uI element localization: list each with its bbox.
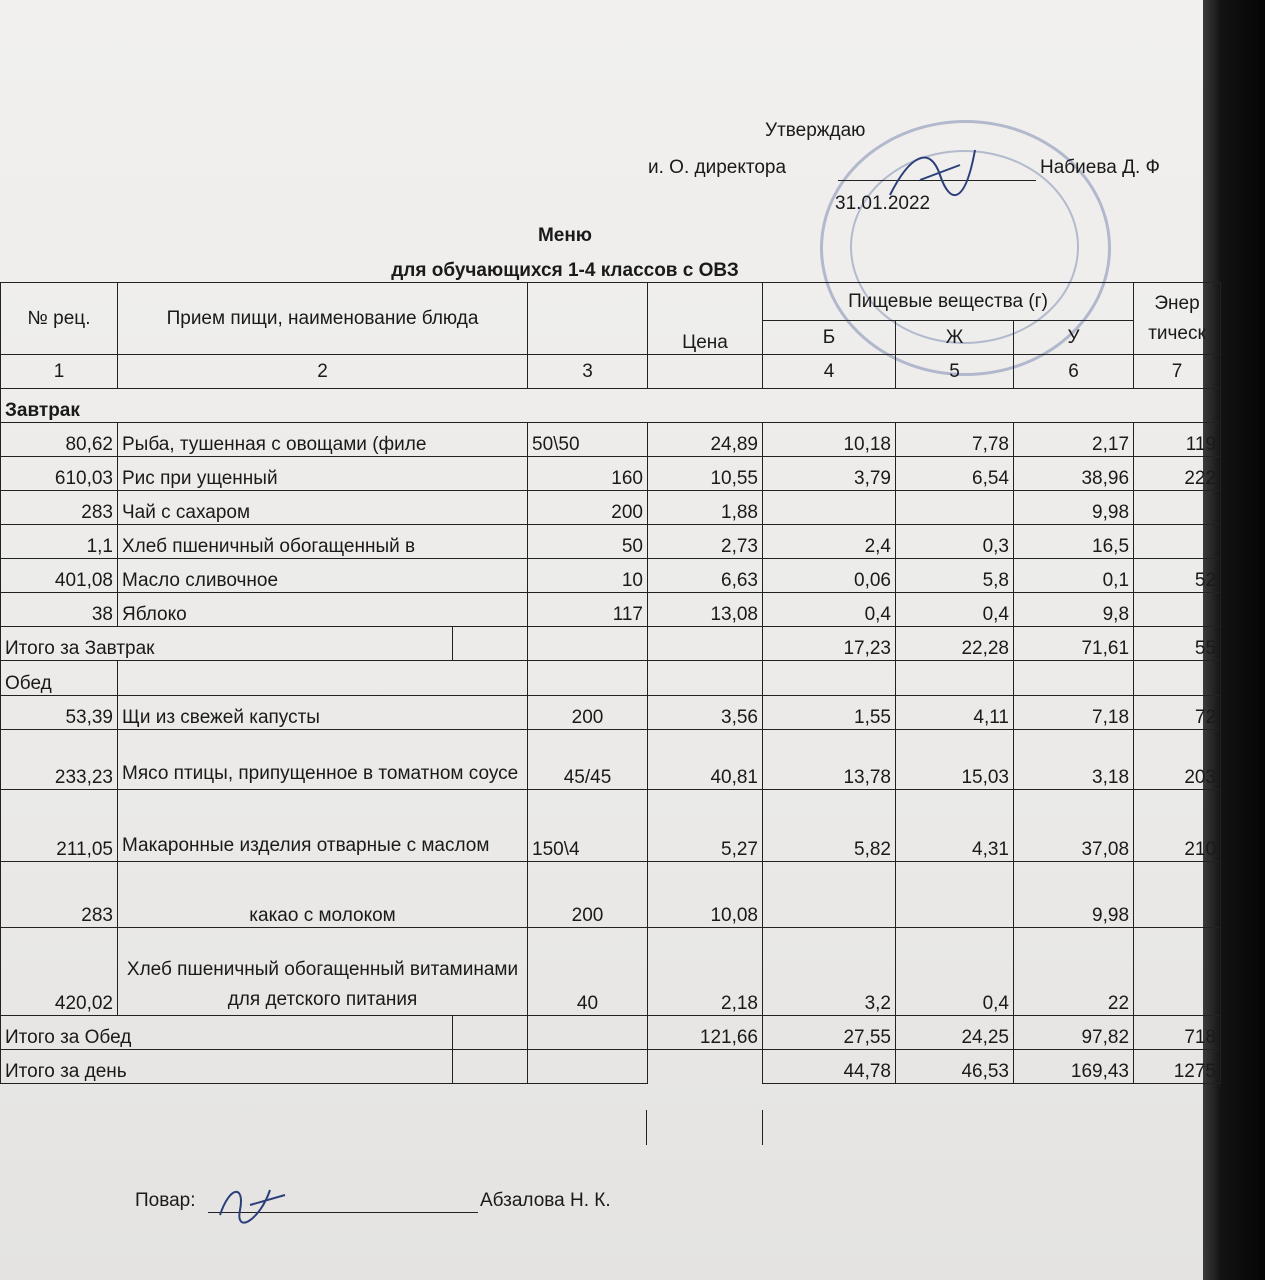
cell-b <box>763 491 896 525</box>
cell-recipe: 38 <box>1 593 118 627</box>
lunch-total-b: 27,55 <box>763 1016 896 1050</box>
colnum-5: 5 <box>896 355 1014 389</box>
cook-label: Повар: <box>135 1190 196 1211</box>
table-row <box>1 790 1221 862</box>
cell-u: 3,18 <box>1014 730 1134 790</box>
colnum-7: 7 <box>1134 355 1221 389</box>
cell-energy: 119 <box>1134 423 1221 457</box>
cell-recipe: 211,05 <box>1 790 118 862</box>
colnum-1: 1 <box>1 355 118 389</box>
cell-empty <box>453 627 528 661</box>
cell-recipe: 53,39 <box>1 696 118 730</box>
colnum-6: 6 <box>1014 355 1134 389</box>
cell-weight: 50\50 <box>528 423 648 457</box>
cell-empty <box>1134 661 1221 696</box>
cell-zh: 0,3 <box>896 525 1014 559</box>
lunch-total-u: 97,82 <box>1014 1016 1134 1050</box>
cell-dish: Мясо птицы, припущенное в томатном соусе <box>118 730 528 790</box>
cell-empty <box>648 661 763 696</box>
cell-u: 16,5 <box>1014 525 1134 559</box>
cell-zh: 5,8 <box>896 559 1014 593</box>
cell-price: 1,88 <box>648 491 763 525</box>
cell-dish: Щи из свежей капусты <box>118 696 528 730</box>
section-breakfast: Завтрак <box>1 389 1221 423</box>
breakfast-total-zh: 22,28 <box>896 627 1014 661</box>
cell-zh <box>896 862 1014 928</box>
page-title: Меню <box>537 225 593 246</box>
menu-table <box>0 282 1221 1084</box>
colnum-2: 2 <box>118 355 528 389</box>
header-recipe: № рец. <box>1 283 118 355</box>
cell-weight: 10 <box>528 559 648 593</box>
day-total-row <box>1 1050 1221 1084</box>
cell-weight: 50 <box>528 525 648 559</box>
page-subtitle: для обучающихся 1-4 классов с ОВЗ <box>391 260 739 281</box>
cell-dish: Яблоко <box>118 593 528 627</box>
cell-u: 9,98 <box>1014 862 1134 928</box>
cell-dish: Макаронные изделия отварные с маслом <box>118 790 528 862</box>
header-dish: Прием пищи, наименование блюда <box>118 283 528 355</box>
table-line <box>646 1110 647 1145</box>
cell-u: 38,96 <box>1014 457 1134 491</box>
cook-signature <box>215 1180 295 1225</box>
cell-recipe: 610,03 <box>1 457 118 491</box>
cell-u: 7,18 <box>1014 696 1134 730</box>
cell-b: 5,82 <box>763 790 896 862</box>
day-total-u: 169,43 <box>1014 1050 1134 1084</box>
cell-price: 24,89 <box>648 423 763 457</box>
cell-u: 0,1 <box>1014 559 1134 593</box>
table-row <box>1 928 1221 1016</box>
cell-energy <box>1134 491 1221 525</box>
cell-b: 2,4 <box>763 525 896 559</box>
table-row <box>1 423 1221 457</box>
table-row <box>1 593 1221 627</box>
cell-price: 13,08 <box>648 593 763 627</box>
cook-name: Абзалова Н. К. <box>480 1190 611 1211</box>
cell-empty <box>763 661 896 696</box>
breakfast-total-b: 17,23 <box>763 627 896 661</box>
cell-recipe: 233,23 <box>1 730 118 790</box>
cell-recipe: 420,02 <box>1 928 118 1016</box>
cell-energy: 222 <box>1134 457 1221 491</box>
cell-dish: Масло сливочное <box>118 559 528 593</box>
cell-zh: 0,4 <box>896 593 1014 627</box>
table-row <box>1 559 1221 593</box>
cell-dish: Хлеб пшеничный обогащенный в <box>118 525 528 559</box>
cell-weight: 117 <box>528 593 648 627</box>
table-row <box>1 491 1221 525</box>
lunch-total-price: 121,66 <box>648 1016 763 1050</box>
cell-weight: 200 <box>528 491 648 525</box>
cell-b: 1,55 <box>763 696 896 730</box>
breakfast-total-u: 71,61 <box>1014 627 1134 661</box>
cell-energy <box>1134 928 1221 1016</box>
cell-price: 10,08 <box>648 862 763 928</box>
cell-zh: 4,31 <box>896 790 1014 862</box>
cell-weight: 45/45 <box>528 730 648 790</box>
cell-recipe: 401,08 <box>1 559 118 593</box>
cell-b: 3,79 <box>763 457 896 491</box>
approver-name: Набиева Д. Ф <box>1040 157 1160 178</box>
cell-empty <box>896 661 1014 696</box>
cell-recipe: 283 <box>1 491 118 525</box>
cell-dish: Рыба, тушенная с овощами (филе <box>118 423 528 457</box>
table-row <box>1 525 1221 559</box>
day-total-label: Итого за день <box>1 1050 453 1084</box>
cell-b: 10,18 <box>763 423 896 457</box>
approve-label: Утверждаю <box>765 120 866 141</box>
cell-energy <box>1134 525 1221 559</box>
cell-recipe: 80,62 <box>1 423 118 457</box>
cell-empty <box>1014 661 1134 696</box>
header-u: У <box>1014 321 1134 355</box>
cell-energy: 52 <box>1134 559 1221 593</box>
cell-zh: 6,54 <box>896 457 1014 491</box>
day-total-b: 44,78 <box>763 1050 896 1084</box>
header-b: Б <box>763 321 896 355</box>
cell-weight: 150\4 <box>528 790 648 862</box>
lunch-total-row <box>1 1016 1221 1050</box>
cell-u: 2,17 <box>1014 423 1134 457</box>
cell-u: 37,08 <box>1014 790 1134 862</box>
lunch-total-label: Итого за Обед <box>1 1016 453 1050</box>
cell-price: 3,56 <box>648 696 763 730</box>
header-nutrients: Пищевые вещества (г) <box>763 283 1134 321</box>
table-row <box>1 696 1221 730</box>
cell-dish: Чай с сахаром <box>118 491 528 525</box>
cell-weight: 160 <box>528 457 648 491</box>
table-row <box>1 457 1221 491</box>
cell-empty <box>528 627 648 661</box>
cell-b <box>763 862 896 928</box>
cell-empty <box>648 1050 763 1084</box>
cell-empty <box>528 1016 648 1050</box>
cell-energy <box>1134 593 1221 627</box>
cell-energy: 203 <box>1134 730 1221 790</box>
cell-u: 9,98 <box>1014 491 1134 525</box>
breakfast-total-energy: 55 <box>1134 627 1221 661</box>
cell-energy <box>1134 862 1221 928</box>
cell-zh: 4,11 <box>896 696 1014 730</box>
cell-empty <box>528 661 648 696</box>
day-total-zh: 46,53 <box>896 1050 1014 1084</box>
colnum-4: 4 <box>763 355 896 389</box>
cell-b: 13,78 <box>763 730 896 790</box>
cell-zh <box>896 491 1014 525</box>
cell-price: 6,63 <box>648 559 763 593</box>
cell-b: 0,4 <box>763 593 896 627</box>
cell-u: 22 <box>1014 928 1134 1016</box>
header-zh: Ж <box>896 321 1014 355</box>
breakfast-total-label: Итого за Завтрак <box>1 627 453 661</box>
lunch-total-energy: 718 <box>1134 1016 1221 1050</box>
cell-price: 2,18 <box>648 928 763 1016</box>
cell-recipe: 283 <box>1 862 118 928</box>
cell-empty <box>648 627 763 661</box>
cell-weight: 200 <box>528 696 648 730</box>
cell-empty <box>453 1050 528 1084</box>
breakfast-total-row <box>1 627 1221 661</box>
cell-dish: какао с молоком <box>118 862 528 928</box>
cell-weight: 40 <box>528 928 648 1016</box>
cell-energy: 72 <box>1134 696 1221 730</box>
table-line <box>762 1110 763 1145</box>
approver-position: и. О. директора <box>648 157 787 178</box>
header-energy: Энер тическ <box>1134 283 1221 355</box>
cell-zh: 7,78 <box>896 423 1014 457</box>
colnum-3: 3 <box>528 355 648 389</box>
cell-b: 3,2 <box>763 928 896 1016</box>
cell-energy: 210 <box>1134 790 1221 862</box>
cell-b: 0,06 <box>763 559 896 593</box>
cell-weight: 200 <box>528 862 648 928</box>
cell-price: 10,55 <box>648 457 763 491</box>
cell-zh: 15,03 <box>896 730 1014 790</box>
cell-dish: Рис при ущенный <box>118 457 528 491</box>
cell-recipe: 1,1 <box>1 525 118 559</box>
cell-empty <box>118 661 528 696</box>
table-row <box>1 730 1221 790</box>
lunch-total-zh: 24,25 <box>896 1016 1014 1050</box>
cell-u: 9,8 <box>1014 593 1134 627</box>
cell-price: 2,73 <box>648 525 763 559</box>
cell-dish: Хлеб пшеничный обогащенный витаминами для детского питания <box>118 928 528 1016</box>
header-price: Цена <box>648 283 763 355</box>
table-row <box>1 862 1221 928</box>
approval-date: 31.01.2022 <box>835 193 931 214</box>
header-weight <box>528 283 648 355</box>
day-total-energy: 1275 <box>1134 1050 1221 1084</box>
colnum-empty <box>648 355 763 389</box>
cell-empty <box>528 1050 648 1084</box>
cell-price: 5,27 <box>648 790 763 862</box>
cell-empty <box>453 1016 528 1050</box>
section-lunch: Обед <box>1 661 118 696</box>
cell-price: 40,81 <box>648 730 763 790</box>
cell-zh: 0,4 <box>896 928 1014 1016</box>
